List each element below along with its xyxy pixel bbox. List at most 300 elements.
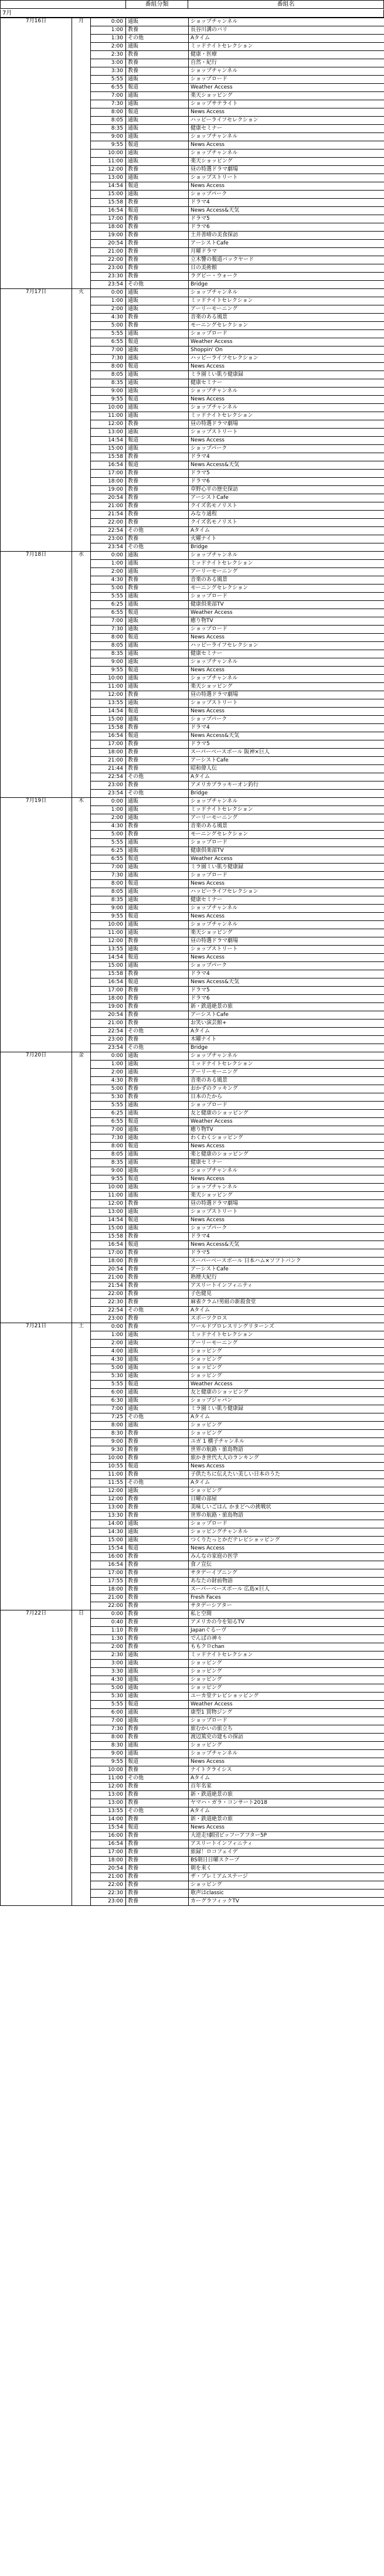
row-program: ミッドナイトセレクション <box>189 43 384 51</box>
row-category: 教養 <box>126 823 189 831</box>
row-category: 教養 <box>126 1840 189 1848</box>
row-category: 通販 <box>126 568 189 576</box>
row-time: 9:55 <box>91 1175 126 1184</box>
row-program: News Access&天気 <box>189 207 384 215</box>
row-category: 通販 <box>126 158 189 166</box>
row-category: 通販 <box>126 1717 189 1725</box>
row-program: 健康セミナー <box>189 650 384 658</box>
row-time: 8:00 <box>91 880 126 888</box>
row-category: 通販 <box>126 929 189 937</box>
row-time: 13:00 <box>91 1791 126 1799</box>
row-program: ショップチャンネル <box>189 133 384 141</box>
row-time: 5:30 <box>91 1093 126 1102</box>
row-time: 9:00 <box>91 133 126 141</box>
row-time: 8:05 <box>91 888 126 896</box>
row-category: 通販 <box>126 650 189 658</box>
row-time: 7:00 <box>91 1126 126 1134</box>
row-program: ショッピング <box>189 1881 384 1889</box>
row-program: ショッピング <box>189 1430 384 1438</box>
row-program: ドラマ6 <box>189 478 384 486</box>
row-category: 通販 <box>126 1405 189 1413</box>
row-time: 6:55 <box>91 84 126 92</box>
row-program: ショッピング <box>189 1364 384 1372</box>
row-time: 23:00 <box>91 1898 126 1906</box>
row-program: 昼の特選ドラマ劇場 <box>189 420 384 429</box>
row-program: アスリートインフィニティ <box>189 1840 384 1848</box>
row-program: 私と空間 <box>189 1610 384 1619</box>
row-program: Aタイム <box>189 35 384 43</box>
row-category: 教養 <box>126 1282 189 1290</box>
row-program: Weather Access <box>189 338 384 346</box>
row-category: 教養 <box>126 1799 189 1807</box>
row-category: 報道 <box>126 1463 189 1471</box>
row-program: News Access <box>189 913 384 921</box>
row-time: 5:00 <box>91 1684 126 1693</box>
day-weekday: 金 <box>72 1052 91 1323</box>
row-program: ショッピング <box>189 1676 384 1684</box>
row-program: ショップロード <box>189 593 384 601</box>
row-category: 通販 <box>126 872 189 880</box>
row-time: 8:05 <box>91 1151 126 1159</box>
row-time: 12:00 <box>91 691 126 699</box>
row-time: 12:00 <box>91 1487 126 1496</box>
row-category: 報道 <box>126 461 189 470</box>
row-category: 教養 <box>126 1011 189 1019</box>
row-program: ドラマ6 <box>189 223 384 232</box>
row-time: 23:54 <box>91 1044 126 1052</box>
row-category: 通販 <box>126 1684 189 1693</box>
row-time: 11:00 <box>91 412 126 420</box>
row-program: ショッピング <box>189 1684 384 1693</box>
row-category: 通販 <box>126 1110 189 1118</box>
row-program: Weather Access <box>189 1381 384 1389</box>
row-category: 教養 <box>126 1504 189 1512</box>
row-program: サタデーシアター <box>189 1602 384 1610</box>
row-category: 通販 <box>126 896 189 905</box>
row-category: 教養 <box>126 765 189 773</box>
row-time: 5:00 <box>91 584 126 593</box>
row-time: 17:00 <box>91 987 126 995</box>
row-time: 11:55 <box>91 1479 126 1487</box>
row-time: 8:35 <box>91 896 126 905</box>
row-category: 報道 <box>126 1381 189 1389</box>
row-program: クイズ名モノリスト <box>189 519 384 527</box>
row-time: 9:55 <box>91 913 126 921</box>
row-time: 0:00 <box>91 1323 126 1331</box>
row-category: 通販 <box>126 1069 189 1077</box>
row-category: 教養 <box>126 535 189 543</box>
row-program: ドラマ4 <box>189 724 384 732</box>
row-program: ラグビー・ウォーク <box>189 273 384 281</box>
row-time: 16:00 <box>91 1553 126 1561</box>
row-time: 17:00 <box>91 470 126 478</box>
row-time: 15:00 <box>91 962 126 970</box>
row-time: 21:54 <box>91 1282 126 1290</box>
row-category: 教養 <box>126 1315 189 1323</box>
row-category: その他 <box>126 790 189 798</box>
row-program: 立木響の報道バックヤード <box>189 256 384 264</box>
row-program: でんぱの神々 <box>189 1635 384 1643</box>
row-program: ミッドナイトセレクション <box>189 1331 384 1340</box>
row-time: 13:00 <box>91 429 126 437</box>
row-program: ショップロード <box>189 1102 384 1110</box>
row-program: ショップチャンネル <box>189 905 384 913</box>
row-program: ドラマ5 <box>189 987 384 995</box>
row-category: 教養 <box>126 1873 189 1881</box>
row-program: Weather Access <box>189 855 384 864</box>
row-program: ハッピーライフセレクション <box>189 355 384 363</box>
row-program: Weather Access <box>189 609 384 617</box>
row-category: 通販 <box>126 699 189 708</box>
row-category: 教養 <box>126 724 189 732</box>
row-category: 教養 <box>126 420 189 429</box>
row-program: アーリーモーニング <box>189 305 384 314</box>
row-program: ハッピーライフセレクション <box>189 642 384 650</box>
row-program: ドラマ4 <box>189 970 384 978</box>
row-program: 木曜ナイト <box>189 1036 384 1044</box>
row-program: Shoppin' On <box>189 346 384 355</box>
row-category: 教養 <box>126 486 189 494</box>
row-category: 教養 <box>126 264 189 273</box>
row-time: 20:54 <box>91 494 126 502</box>
day-date: 7月21日 <box>1 1323 72 1610</box>
row-category: 通販 <box>126 429 189 437</box>
schedule-row <box>1 798 384 806</box>
row-category: 報道 <box>126 1175 189 1184</box>
row-category: 通販 <box>126 1102 189 1110</box>
row-category: 報道 <box>126 609 189 617</box>
row-time: 0:00 <box>91 798 126 806</box>
row-time: 1:30 <box>91 35 126 43</box>
row-category: 教養 <box>126 1200 189 1208</box>
day-date: 7月17日 <box>1 289 72 552</box>
row-time: 7:25 <box>91 1413 126 1422</box>
row-category: 教養 <box>126 831 189 839</box>
row-program: ナイトクライシス <box>189 1766 384 1775</box>
row-program: ミッドナイトセレクション <box>189 297 384 305</box>
row-category: 通販 <box>126 191 189 199</box>
row-program: ショップストリート <box>189 946 384 954</box>
row-time: 0:00 <box>91 289 126 297</box>
row-program: アメリカの今を知るTV <box>189 1619 384 1627</box>
row-program: ユガ 1 横子チャンネル <box>189 1438 384 1446</box>
row-program: ショップストリート <box>189 1208 384 1216</box>
row-program: Bridge <box>189 1044 384 1052</box>
row-time: 6:55 <box>91 609 126 617</box>
row-program: News Access <box>189 437 384 445</box>
row-program: 日曜の部屋 <box>189 1496 384 1504</box>
row-program: 楽と健康のショッピング <box>189 1151 384 1159</box>
row-category: 教養 <box>126 1857 189 1865</box>
row-category: 教養 <box>126 511 189 519</box>
row-program: 長谷川溝のバリ <box>189 26 384 35</box>
row-category: 通販 <box>126 921 189 929</box>
row-time: 10:00 <box>91 404 126 412</box>
row-category: 教養 <box>126 749 189 757</box>
row-time: 16:54 <box>91 1561 126 1569</box>
row-category: 教養 <box>126 1619 189 1627</box>
row-program: News Access <box>189 708 384 716</box>
row-program: ショッピング <box>189 1348 384 1356</box>
row-program: 食ノ宣伝 <box>189 1561 384 1569</box>
row-time: 7:30 <box>91 355 126 363</box>
row-program: Bridge <box>189 281 384 289</box>
row-time: 13:30 <box>91 1512 126 1520</box>
row-time: 14:00 <box>91 1816 126 1824</box>
row-program: アーリーモーニング <box>189 1069 384 1077</box>
row-category: 教養 <box>126 1635 189 1643</box>
row-category: 報道 <box>126 363 189 371</box>
row-program: 音楽のある風景 <box>189 1077 384 1085</box>
row-program: 自然・紀行 <box>189 59 384 67</box>
row-time: 11:00 <box>91 1471 126 1479</box>
row-time: 6:00 <box>91 1709 126 1717</box>
row-category: 教養 <box>126 256 189 264</box>
row-category: 報道 <box>126 634 189 642</box>
row-program: モーニングセレクション <box>189 322 384 330</box>
row-category: その他 <box>126 773 189 781</box>
row-program: ドラマ5 <box>189 215 384 223</box>
row-program: News Access <box>189 1758 384 1766</box>
row-program: 癒り物TV <box>189 1126 384 1134</box>
row-program: アーリーモーニング <box>189 814 384 823</box>
row-category: 通販 <box>126 371 189 379</box>
row-category: その他 <box>126 1028 189 1036</box>
row-program: ミラ園ミい肌り健康録 <box>189 1405 384 1413</box>
row-time: 6:55 <box>91 338 126 346</box>
row-program: ミッドナイトセレクション <box>189 1061 384 1069</box>
schedule-body <box>1 18 384 1906</box>
row-program: 旅録！ロコフェイデ <box>189 1848 384 1857</box>
row-program: News Access <box>189 880 384 888</box>
row-time: 8:00 <box>91 1734 126 1742</box>
row-category: その他 <box>126 1307 189 1315</box>
row-category: 教養 <box>126 322 189 330</box>
row-time: 10:00 <box>91 921 126 929</box>
row-time: 13:00 <box>91 1799 126 1807</box>
day-date: 7月20日 <box>1 1052 72 1323</box>
row-program: 美味しいごはん かまどへの挑戦状 <box>189 1504 384 1512</box>
row-program: ももクロchan <box>189 1643 384 1651</box>
row-program: ショップパーク <box>189 445 384 453</box>
row-time: 8:35 <box>91 379 126 388</box>
row-program: 熟煙大紀行 <box>189 1274 384 1282</box>
row-time: 5:00 <box>91 322 126 330</box>
row-category: 教養 <box>126 1643 189 1651</box>
row-time: 12:00 <box>91 166 126 174</box>
row-time: 23:54 <box>91 281 126 289</box>
row-program: スーパーベースボール 広島×巨人 <box>189 1586 384 1594</box>
row-category: 教養 <box>126 248 189 256</box>
row-time: 8:00 <box>91 1422 126 1430</box>
row-time: 7:00 <box>91 1405 126 1413</box>
row-time: 7:30 <box>91 1134 126 1143</box>
row-time: 4:30 <box>91 1077 126 1085</box>
row-program: 楽天ショッピング <box>189 92 384 100</box>
row-program: News Access <box>189 141 384 149</box>
row-time: 14:54 <box>91 182 126 191</box>
row-program: Aタイム <box>189 1807 384 1816</box>
row-category: 通販 <box>126 133 189 141</box>
row-category: 教養 <box>126 1258 189 1266</box>
row-time: 15:58 <box>91 453 126 461</box>
row-time: 7:30 <box>91 1725 126 1734</box>
row-program: News Access <box>189 954 384 962</box>
row-program: 楽天ショッピング <box>189 683 384 691</box>
row-program: ドラマ4 <box>189 199 384 207</box>
row-time: 13:00 <box>91 1208 126 1216</box>
row-program: みんなの家庭の医学 <box>189 1553 384 1561</box>
row-program: つくりたっとかだテレビショッピング <box>189 1537 384 1545</box>
row-program: スポーツクロス <box>189 1315 384 1323</box>
row-program: Weather Access <box>189 1701 384 1709</box>
row-category: 通販 <box>126 675 189 683</box>
row-program: Aタイム <box>189 1775 384 1783</box>
row-program: ショップパーク <box>189 191 384 199</box>
row-category: 教養 <box>126 1889 189 1898</box>
row-time: 4:30 <box>91 576 126 584</box>
row-program: モーニングセレクション <box>189 584 384 593</box>
row-time: 16:54 <box>91 207 126 215</box>
row-time: 16:54 <box>91 732 126 740</box>
row-program: Weather Access <box>189 84 384 92</box>
row-program: ショップロード <box>189 330 384 338</box>
row-category: 通販 <box>126 806 189 814</box>
row-category: 報道 <box>126 913 189 921</box>
row-category: 教養 <box>126 576 189 584</box>
row-category: 教養 <box>126 1454 189 1463</box>
row-time: 7:30 <box>91 100 126 108</box>
row-program: ショップロード <box>189 76 384 84</box>
row-time: 6:55 <box>91 1118 126 1126</box>
row-program: News Access <box>189 182 384 191</box>
row-program: News Access&天気 <box>189 1241 384 1249</box>
row-time: 9:00 <box>91 388 126 396</box>
row-program: ドラマ6 <box>189 995 384 1003</box>
row-time: 16:00 <box>91 1832 126 1840</box>
row-category: 教養 <box>126 26 189 35</box>
row-category: 教養 <box>126 1734 189 1742</box>
row-program: わくわくショッピング <box>189 1134 384 1143</box>
row-time: 21:00 <box>91 502 126 511</box>
row-time: 12:00 <box>91 1783 126 1791</box>
row-category: 通販 <box>126 1676 189 1684</box>
row-time: 22:00 <box>91 1881 126 1889</box>
row-program: 日の美術館 <box>189 264 384 273</box>
row-category: 通販 <box>126 1520 189 1528</box>
row-program: 健康セミナー <box>189 379 384 388</box>
row-program: ミッドナイトセレクション <box>189 1651 384 1660</box>
row-time: 22:00 <box>91 256 126 264</box>
row-program: アーリーモーニング <box>189 1340 384 1348</box>
row-time: 9:55 <box>91 1758 126 1766</box>
row-category: 報道 <box>126 732 189 740</box>
row-category: 通販 <box>126 1750 189 1758</box>
schedule-row <box>1 1610 384 1619</box>
row-category: 教養 <box>126 67 189 76</box>
row-program: ショップチャンネル <box>189 149 384 158</box>
row-program: News Access <box>189 1545 384 1553</box>
row-category: 教養 <box>126 1627 189 1635</box>
row-category: 教養 <box>126 1299 189 1307</box>
row-category: 教養 <box>126 1783 189 1791</box>
row-time: 18:00 <box>91 1857 126 1865</box>
row-program: Aタイム <box>189 1028 384 1036</box>
row-time: 23:00 <box>91 264 126 273</box>
row-program: 百年名家 <box>189 1783 384 1791</box>
row-category: 通販 <box>126 330 189 338</box>
row-category: 通販 <box>126 626 189 634</box>
row-category: 教養 <box>126 691 189 699</box>
row-program: ショッピング <box>189 1422 384 1430</box>
row-category: その他 <box>126 1807 189 1816</box>
row-program: News Access <box>189 1216 384 1225</box>
header-program <box>188 0 384 9</box>
row-time: 22:54 <box>91 773 126 781</box>
row-category: 通販 <box>126 1651 189 1660</box>
row-category: 通販 <box>126 346 189 355</box>
row-program: アーシストCafe <box>189 240 384 248</box>
row-program: ドラマ4 <box>189 453 384 461</box>
row-category: 通販 <box>126 839 189 847</box>
row-category: 通販 <box>126 1225 189 1233</box>
row-category: 教養 <box>126 1725 189 1734</box>
row-category: 通販 <box>126 864 189 872</box>
row-time: 2:00 <box>91 814 126 823</box>
row-category: 通販 <box>126 445 189 453</box>
row-time: 22:30 <box>91 1889 126 1898</box>
row-time: 15:00 <box>91 191 126 199</box>
row-program: ショップパーク <box>189 716 384 724</box>
row-category: 報道 <box>126 141 189 149</box>
row-category: その他 <box>126 1775 189 1783</box>
row-time: 2:00 <box>91 568 126 576</box>
row-time: 23:30 <box>91 273 126 281</box>
row-category: 通販 <box>126 601 189 609</box>
row-time: 7:00 <box>91 346 126 355</box>
row-time: 6:25 <box>91 847 126 855</box>
row-time: 2:00 <box>91 1069 126 1077</box>
row-category: 教養 <box>126 1496 189 1504</box>
row-time: 1:00 <box>91 560 126 568</box>
row-category: 通販 <box>126 1528 189 1537</box>
row-time: 9:00 <box>91 1438 126 1446</box>
row-category: 通販 <box>126 149 189 158</box>
row-program: ショップチャンネル <box>189 1750 384 1758</box>
row-time: 0:40 <box>91 1619 126 1627</box>
row-program: アーシストCafe <box>189 494 384 502</box>
row-category: 通販 <box>126 716 189 724</box>
row-time: 8:35 <box>91 1159 126 1167</box>
row-time: 21:00 <box>91 1274 126 1282</box>
row-time: 16:54 <box>91 1840 126 1848</box>
row-time: 5:55 <box>91 1381 126 1389</box>
row-time: 2:30 <box>91 51 126 59</box>
row-time: 20:54 <box>91 1865 126 1873</box>
row-program: 健康セミナー <box>189 1159 384 1167</box>
row-category: 教養 <box>126 1323 189 1331</box>
row-time: 10:00 <box>91 149 126 158</box>
row-category: 通販 <box>126 798 189 806</box>
row-category: 通販 <box>126 1660 189 1668</box>
row-program: 昼の特選ドラマ劇場 <box>189 1200 384 1208</box>
row-time: 9:00 <box>91 1167 126 1175</box>
row-category: 教養 <box>126 1290 189 1299</box>
day-date: 7月19日 <box>1 798 72 1052</box>
row-program: 日本のたから <box>189 1093 384 1102</box>
row-category: 教養 <box>126 232 189 240</box>
row-program: ドラマ5 <box>189 470 384 478</box>
